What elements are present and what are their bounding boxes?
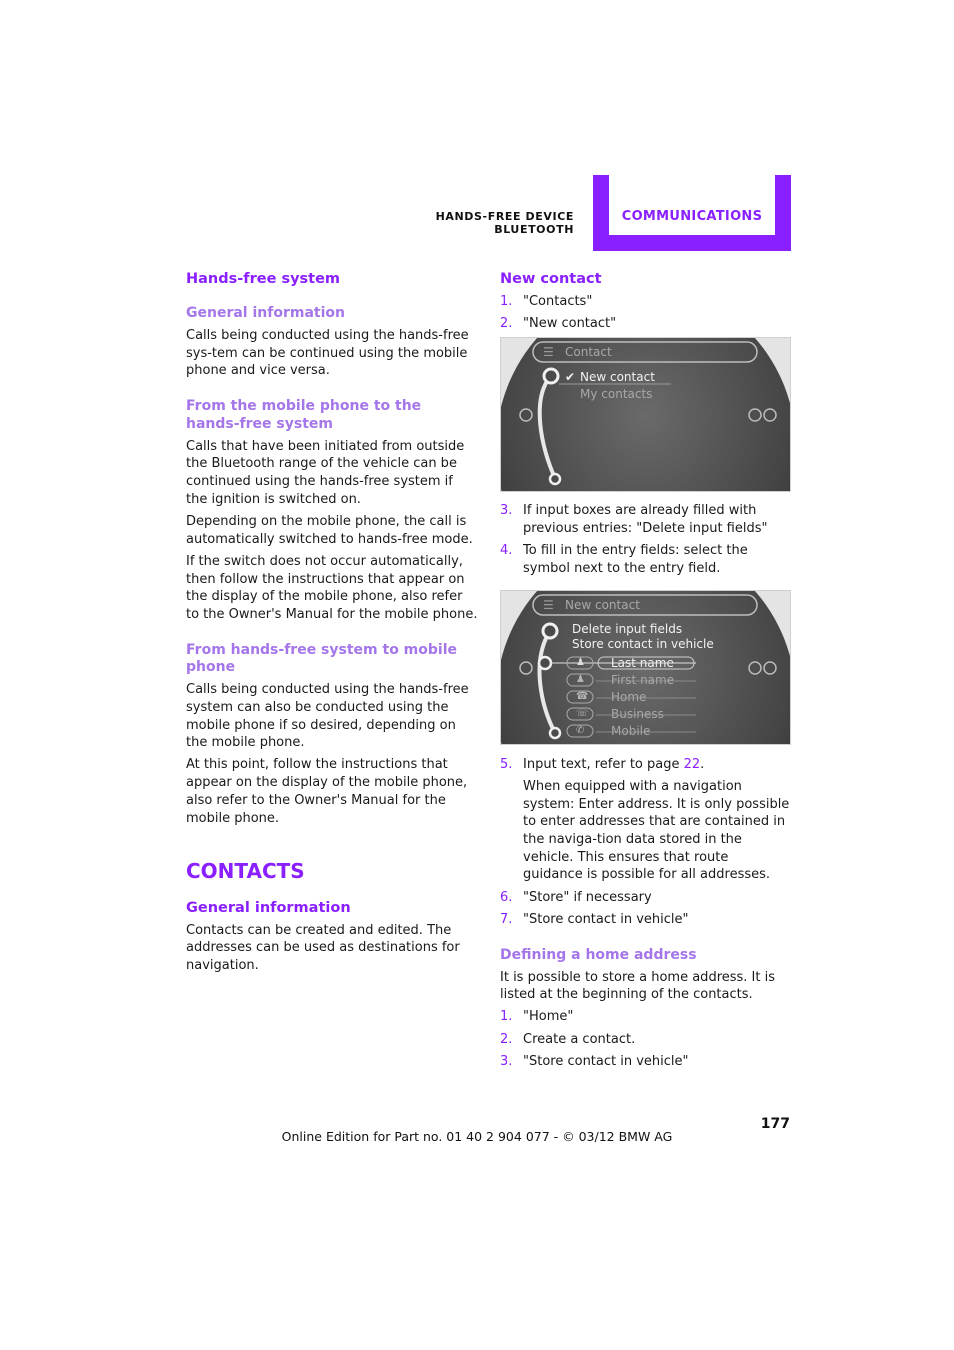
field-home[interactable]: Home <box>611 689 647 704</box>
subheading-to-mobile: From hands-free system to mobile phone <box>186 641 458 676</box>
step-text: Input text, refer to page <box>523 756 680 772</box>
footer-edition-note: Online Edition for Part no. 01 40 2 904 077 - © 03/12 BMW AG <box>281 1129 673 1144</box>
menu-item-delete-input-fields[interactable]: Delete input fields <box>572 621 683 636</box>
list-text: "Store contact in vehicle" <box>523 911 689 927</box>
idrive-screen-contact <box>500 337 791 492</box>
person-icon: ♟ <box>576 673 585 685</box>
list-item <box>500 1031 791 1049</box>
field-mobile[interactable]: Mobile <box>611 723 651 738</box>
list-number: 5. <box>500 756 513 772</box>
subheading-new-contact: New contact <box>500 271 602 287</box>
list-item <box>500 293 791 311</box>
paragraph: Calls being conducted using the hands-free sys-tem can be continued using the mobile phone and vice versa. <box>186 328 469 379</box>
list-text: "Contacts" <box>523 293 593 309</box>
checkmark-icon: ✔ <box>565 370 576 385</box>
paragraph: It is possible to store a home address. It is listed at the beginning of the contacts. <box>500 969 776 1003</box>
person-icon: ♟ <box>576 656 585 668</box>
list-number: 7. <box>500 911 513 927</box>
left-column <box>186 270 478 975</box>
screen-background-graphic <box>501 338 791 492</box>
chapter-title: COMMUNICATIONS <box>621 209 763 224</box>
list-item <box>500 1053 791 1071</box>
field-business[interactable]: Business <box>611 706 664 721</box>
list-item <box>500 315 791 333</box>
menu-item-my-contacts[interactable]: My contacts <box>580 387 653 402</box>
chapter-tab-inner <box>609 175 775 235</box>
page-link[interactable]: 22 <box>683 756 701 772</box>
mobile-phone-icon: ✆ <box>576 724 585 736</box>
list-number: 1. <box>500 1009 513 1025</box>
subheading-home-address: Defining a home address <box>500 946 697 963</box>
chapter-heading-contacts: CONTACTS <box>186 859 305 884</box>
list-item <box>500 502 791 537</box>
list-number: 4. <box>500 543 513 559</box>
list-text: "Store contact in vehicle" <box>523 1053 689 1069</box>
list-text: If input boxes are already filled with previous entries: "Delete input fields" <box>523 503 768 537</box>
list-number: 2. <box>500 1031 513 1047</box>
list-item <box>500 756 791 774</box>
subheading-from-mobile: From the mobile phone to the hands-free system <box>186 398 422 432</box>
list-text: Input text, refer to page 22. <box>523 756 705 772</box>
list-number: 6. <box>500 889 513 905</box>
paragraph: At this point, follow the instructions that appear on the display of the mobile phone, also refer to the Owner's Manual for the mobile phone. <box>186 757 468 826</box>
list-text: "New contact" <box>523 315 617 331</box>
book-icon: ☰ <box>543 597 554 612</box>
paragraph: If the switch does not occur automatically, then follow the instructions that appear on the display of the mobile phone, also refer to the Owner's Manual for the mobile phone. <box>186 553 478 622</box>
right-column <box>500 270 791 1071</box>
paragraph: When equipped with a navigation system: Enter address. It is only possible to enter addresses that are contained in the naviga-tion data stored in the vehicle. This ensures that route guidance is possible for all addresses. <box>523 778 790 883</box>
paragraph: Depending on the mobile phone, the call is automatically switched to hands-free mode. <box>186 513 473 547</box>
list-text: "Home" <box>523 1009 574 1025</box>
list-item <box>500 911 791 929</box>
menu-item-store-contact[interactable]: Store contact in vehicle <box>572 636 714 651</box>
field-first-name[interactable]: First name <box>611 672 675 687</box>
list-item <box>500 542 791 577</box>
book-icon: ☰ <box>543 345 554 360</box>
screen-title: New contact <box>565 597 640 612</box>
idrive-screen-new-contact <box>500 590 791 745</box>
home-phone-icon: ☎ <box>576 690 589 702</box>
list-text: "Store" if necessary <box>523 889 652 905</box>
menu-item-new-contact[interactable]: New contact <box>580 370 655 385</box>
list-text: Create a contact. <box>523 1031 636 1047</box>
paragraph: Contacts can be created and edited. The addresses can be used as destinations for navigation. <box>186 922 460 974</box>
list-number: 3. <box>500 503 513 519</box>
list-item <box>500 889 791 907</box>
field-last-name[interactable]: Last name <box>611 655 674 670</box>
subheading-general-information: General information <box>186 305 345 321</box>
paragraph: Calls being conducted using the hands-free system can also be conducted using the mobile phone if so desired, depending on the mobile phone. <box>186 682 469 751</box>
section-header: HANDS-FREE DEVICE BLUETOOTH <box>435 210 574 236</box>
list-number: 1. <box>500 293 513 309</box>
list-text: To fill in the entry fields: select the symbol next to the entry field. <box>523 543 748 577</box>
paragraph: Calls that have been initiated from outside the Bluetooth range of the vehicle can be continued using the hands-free system if the ignition is switched on. <box>186 438 465 507</box>
list-item <box>500 1008 791 1026</box>
page-number: 177 <box>760 1116 790 1132</box>
business-phone-icon: ☏ <box>576 707 589 719</box>
list-number: 2. <box>500 315 513 331</box>
list-number: 3. <box>500 1053 513 1069</box>
screen-title: Contact <box>565 345 612 360</box>
subheading-contacts-general: General information <box>186 900 351 917</box>
section-title-hands-free: Hands-free system <box>186 271 341 287</box>
